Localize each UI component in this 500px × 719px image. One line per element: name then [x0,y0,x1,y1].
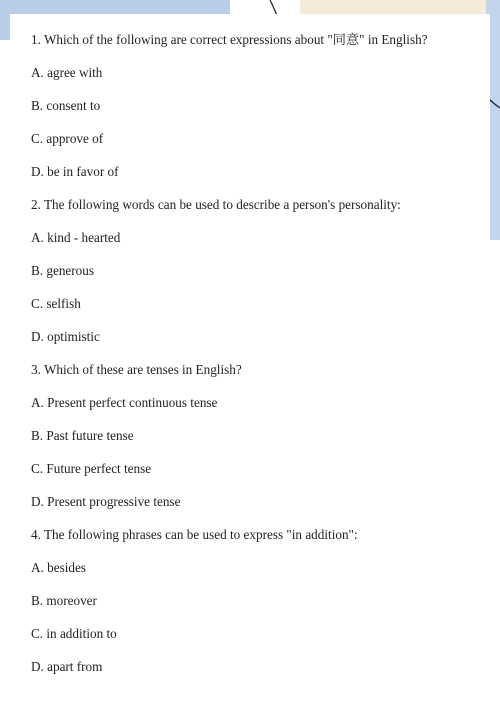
question-4-option-d: D. apart from [31,659,103,674]
question-2-option-d: D. optimistic [31,329,100,344]
question-3-option-c: C. Future perfect tense [31,461,152,476]
question-2-text: 2. The following words can be used to describe a person's personality: [31,197,401,212]
question-3-option-b: B. Past future tense [31,428,134,443]
question-3-text: 3. Which of these are tenses in English? [31,362,242,377]
question-4-text: 4. The following phrases can be used to express "in addition": [31,527,358,542]
question-1-text: 1. Which of the following are correct expressions about "同意" in English? [31,32,428,47]
question-1-option-c: C. approve of [31,131,104,146]
question-4-option-b: B. moreover [31,593,97,608]
question-4-option-a: A. besides [31,560,86,575]
question-4-option-c: C. in addition to [31,626,117,641]
question-3-option-d: D. Present progressive tense [31,494,181,509]
question-1-option-a: A. agree with [31,65,103,80]
question-1-option-d: D. be in favor of [31,164,119,179]
question-3-option-a: A. Present perfect continuous tense [31,395,218,410]
question-1-option-b: B. consent to [31,98,101,113]
question-list [31,30,486,690]
question-2-option-c: C. selfish [31,296,81,311]
question-2-option-b: B. generous [31,263,94,278]
question-2-option-a: A. kind - hearted [31,230,121,245]
